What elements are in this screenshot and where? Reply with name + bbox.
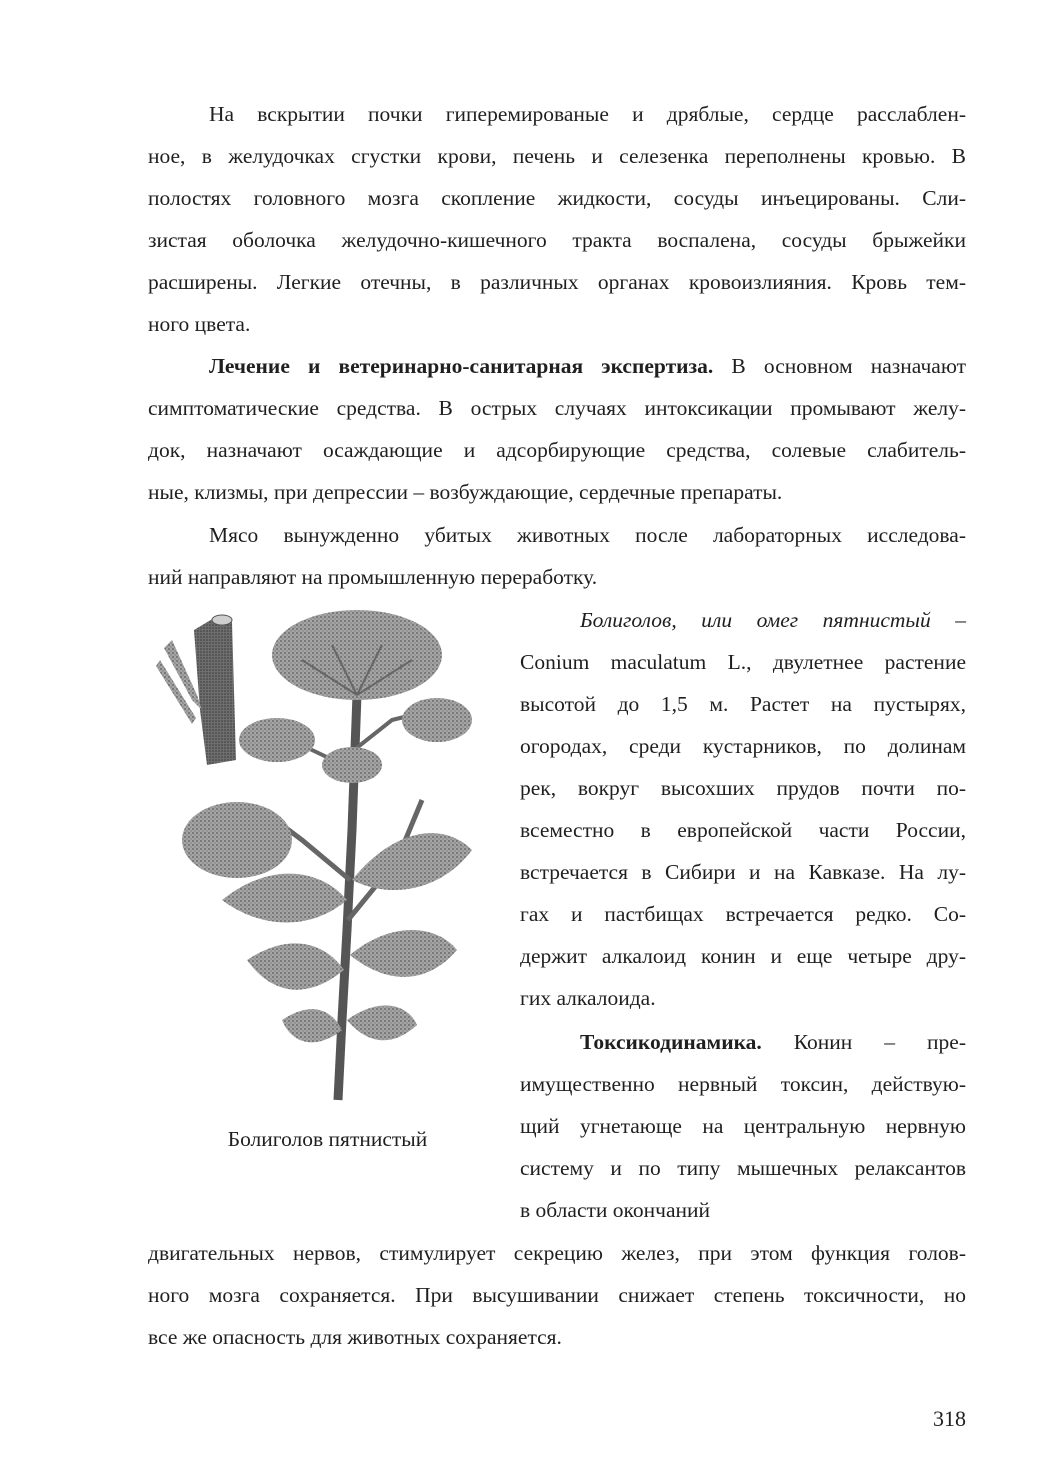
figure-caption: Болиголов пятнистый <box>227 1127 428 1151</box>
section-heading: Токсикодинамика. <box>580 1030 762 1054</box>
paragraph-line: держит алкалоид конин и еще четыре дру- <box>520 944 966 968</box>
heading-line-rest: В основном назначают <box>713 354 966 378</box>
paragraph-line: зистая оболочка желудочно-кишечного тракта воспалена, сосуды брыжейки <box>148 228 966 252</box>
paragraph-line: в области окончаний <box>520 1198 711 1222</box>
page-number: 318 <box>933 1406 966 1431</box>
paragraph-line: ного цвета. <box>148 312 251 336</box>
paragraph-line: ний направляют на промышленную переработку. <box>148 565 598 589</box>
stem-cut-detail <box>156 615 236 765</box>
paragraph-heading-line <box>209 345 966 387</box>
paragraph-line: ного мозга сохраняется. При высушивании снижает степень токсичности, но <box>148 1283 966 1307</box>
paragraph-line: ное, в желудочках сгустки крови, печень и селезенка переполнены кровью. В <box>148 144 966 168</box>
paragraph-line: рек, вокруг высохших прудов почти по- <box>520 776 966 800</box>
paragraph-line: гах и пастбищах встречается редко. Со- <box>520 902 966 926</box>
species-name: Болиголов, или омег пятнистый – <box>580 608 966 632</box>
hemlock-illustration <box>152 600 482 1105</box>
paragraph-line: встречается в Сибири и на Кавказе. На лу- <box>520 860 966 884</box>
section-heading: Лечение и ветеринарно-санитарная экспертиза. <box>209 354 714 378</box>
paragraph-line: ные, клизмы, при депрессии – возбуждающие, сердечные препараты. <box>148 480 783 504</box>
paragraph-heading-line <box>580 1021 966 1063</box>
paragraph-line: док, назначают осаждающие и адсорбирующие средства, солевые слабитель- <box>148 438 966 462</box>
heading-line-rest: Конин – пре- <box>761 1030 966 1054</box>
paragraph-line: двигательных нервов, стимулирует секрецию желез, при этом функция голов- <box>148 1241 966 1265</box>
paragraph-line: щий угнетающе на центральную нервную <box>520 1114 966 1138</box>
paragraph-line: гих алкалоида. <box>520 986 656 1010</box>
paragraph-line: все же опасность для животных сохраняется. <box>148 1325 562 1349</box>
paragraph-line: полостях головного мозга скопление жидкости, сосуды инъецированы. Сли- <box>148 186 966 210</box>
paragraph-line: всеместно в европейской части России, <box>520 818 966 842</box>
paragraph-line: систему и по типу мышечных релаксантов <box>520 1156 966 1180</box>
paragraph-line: огородах, среди кустарников, по долинам <box>520 734 966 758</box>
paragraph-line: высотой до 1,5 м. Растет на пустырях, <box>520 692 966 716</box>
hemlock-drawing <box>152 600 482 1105</box>
paragraph-line: Conium maculatum L., двулетнее растение <box>520 650 966 674</box>
paragraph-line: Мясо вынужденно убитых животных после лабораторных исследова- <box>209 523 966 547</box>
paragraph-line: расширены. Легкие отечны, в различных органах кровоизлияния. Кровь тем- <box>148 270 966 294</box>
paragraph-line: симптоматические средства. В острых случаях интоксикации промывают желу- <box>148 396 966 420</box>
paragraph-line: На вскрытии почки гиперемированые и дряблые, сердце расслаблен- <box>209 102 966 126</box>
paragraph-line: имущественно нервный токсин, действую- <box>520 1072 966 1096</box>
